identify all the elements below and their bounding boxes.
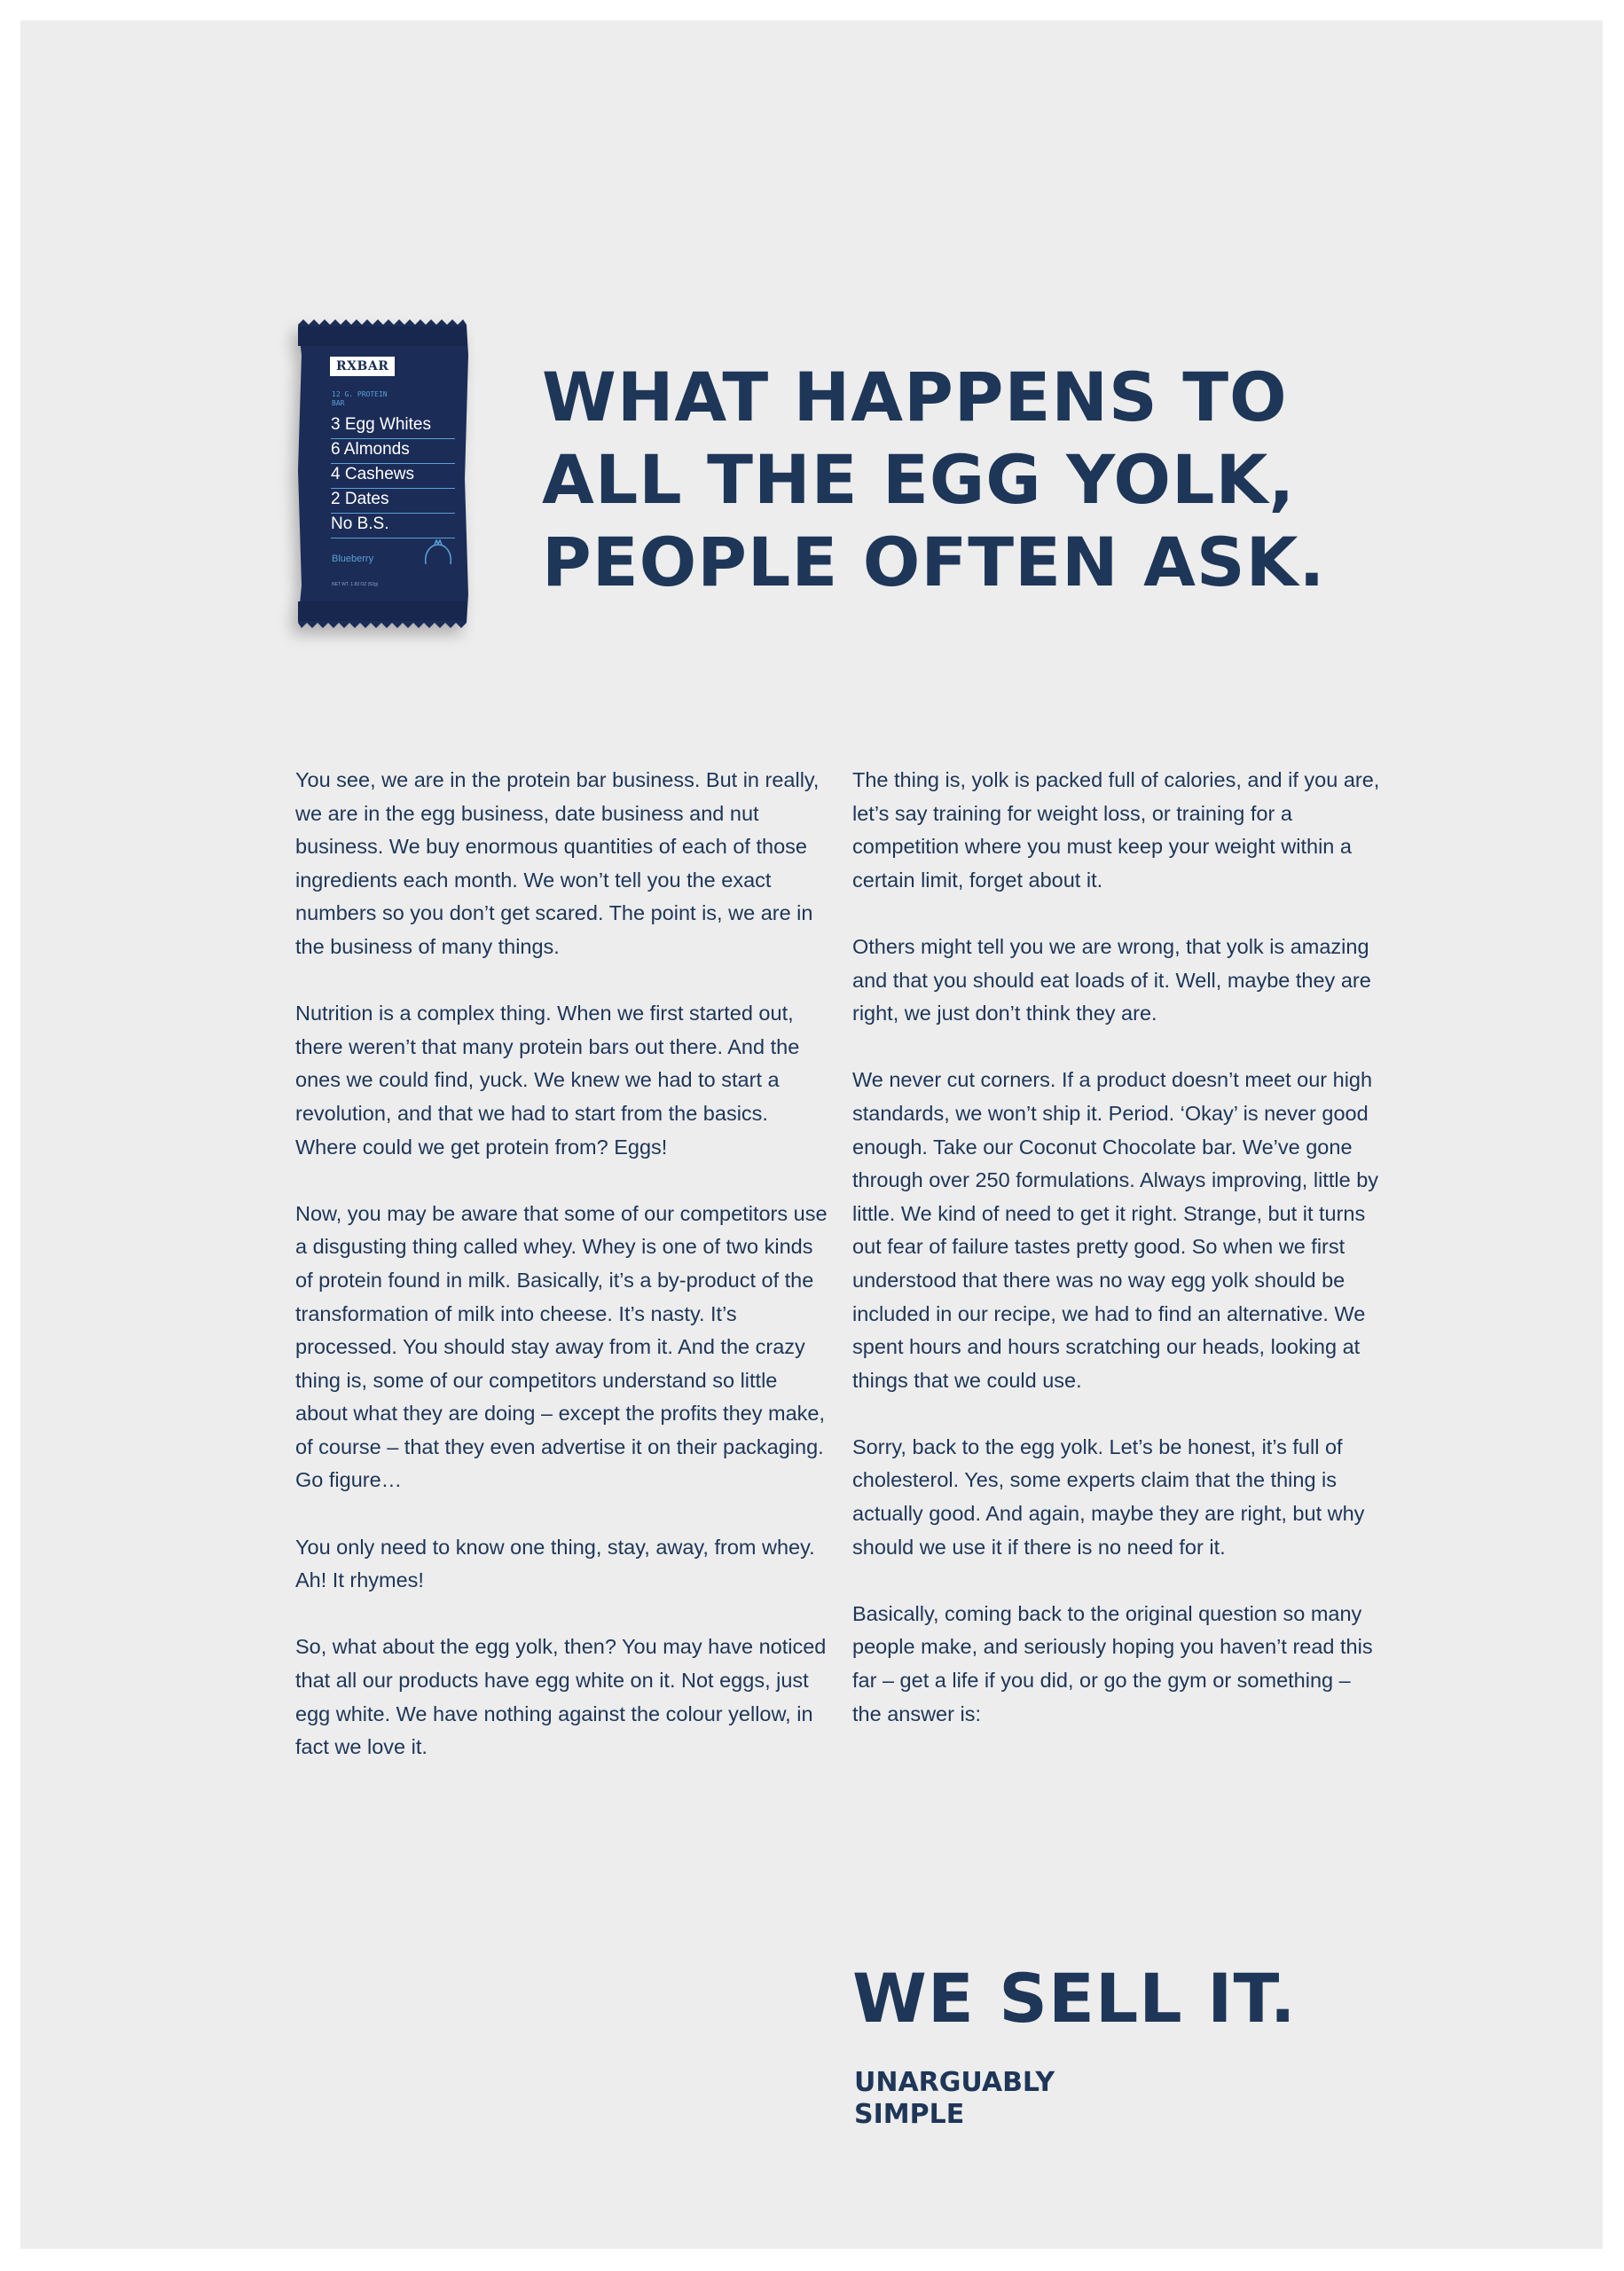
brand-logo: RXBAR [330, 357, 395, 376]
ingredient-item: 4 Cashews [331, 464, 455, 489]
body-paragraph: Nutrition is a complex thing. When we first started out, there weren’t that many protein bars out there. And the ones we could find, yuck. We knew we had to start a revolution, and that we had to start from the basics. Where could we get protein from? Eggs! [295, 1002, 800, 1159]
body-paragraph: Basically, coming back to the original question so many people make, and seriously hoping you haven’t read this far – get a life if you did, or go the gym or something – the answer is: [852, 1601, 1373, 1725]
slogan [854, 2067, 1055, 2131]
flavor-label: Blueberry [332, 554, 374, 564]
ingredient-list [331, 414, 455, 538]
body-column-right [852, 764, 1385, 1764]
body-paragraph: Others might tell you we are wrong, that yolk is amazing and that you should eat loads of it. Well, maybe they are right, we just don’t think they are. [852, 934, 1371, 1025]
blueberry-icon [422, 539, 454, 566]
body-paragraph: Sorry, back to the egg yolk. Let’s be honest, it’s full of cholesterol. Yes, some experts claim that the thing is actually good. And again, maybe they are right, but why should we use it if there is no need for it. [852, 1434, 1365, 1559]
headline: WHAT HAPPENS TO ALL THE EGG YOLK, PEOPLE OFTEN ASK. [542, 358, 1326, 601]
body-paragraph: We never cut corners. If a product doesn’t meet our high standards, we won’t ship it. Period. ‘Okay’ is never good enough. Take our Coconut Chocolate bar. We’ve gone through over 250 formulations. Always improving, little by little. We kind of need to get it right. Strange, but it turns out fear of failure tastes pretty good. So when we first understood that there was no way egg yolk should be included in our recipe, we had to find an alternative. We spent hours and hours scratching our heads, looking at things that we could use. [852, 1068, 1379, 1392]
product-bar-image [291, 319, 474, 628]
body-paragraph: The thing is, yolk is packed full of calories, and if you are, let’s say training for weight loss, or training for a competition where you must keep your weight within a certain limit, forget about it. [852, 768, 1380, 892]
body-paragraph: So, what about the egg yolk, then? You may have noticed that all our products have egg white on it. Not eggs, just egg white. We have nothing against the colour yellow, in fact we love it. [295, 1635, 827, 1759]
body-paragraph: You see, we are in the protein bar business. But in really, we are in the egg business, date business and nut business. We buy enormous quantities of each of those ingredients each month. We won’t tell you the exact numbers so you don’t get scared. The point is, we are in the business of many things. [295, 768, 820, 958]
body-column-left [295, 764, 828, 1797]
ingredient-item: No B.S. [331, 514, 455, 538]
body-paragraph: Now, you may be aware that some of our competitors use a disgusting thing called whey. Whey is one of two kinds of protein found in milk. Basically, it’s a by-product of the transformation of milk into cheese. It’s nasty. It’s processed. You should stay away from it. And the crazy thing is, some of our competitors understand so little about what they are doing – except the profits they make, of course – that they even advertise it on their packaging. Go figure… [295, 1201, 828, 1492]
body-paragraph: You only need to know one thing, stay, away, from whey. Ah! It rhymes! [295, 1535, 815, 1592]
ingredient-item: 6 Almonds [331, 439, 455, 464]
tagline: WE SELL IT. [852, 1959, 1297, 2038]
ingredient-item: 3 Egg Whites [331, 414, 455, 439]
slogan-line: UNARGUABLY [854, 2067, 1055, 2098]
net-weight: NET WT. 1.83 OZ (52g) [332, 582, 379, 587]
ingredient-item: 2 Dates [331, 489, 455, 514]
protein-label: 12 G. PROTEIN BAR [332, 390, 388, 407]
slogan-line: SIMPLE [854, 2099, 965, 2130]
ad-page [20, 20, 1603, 2249]
